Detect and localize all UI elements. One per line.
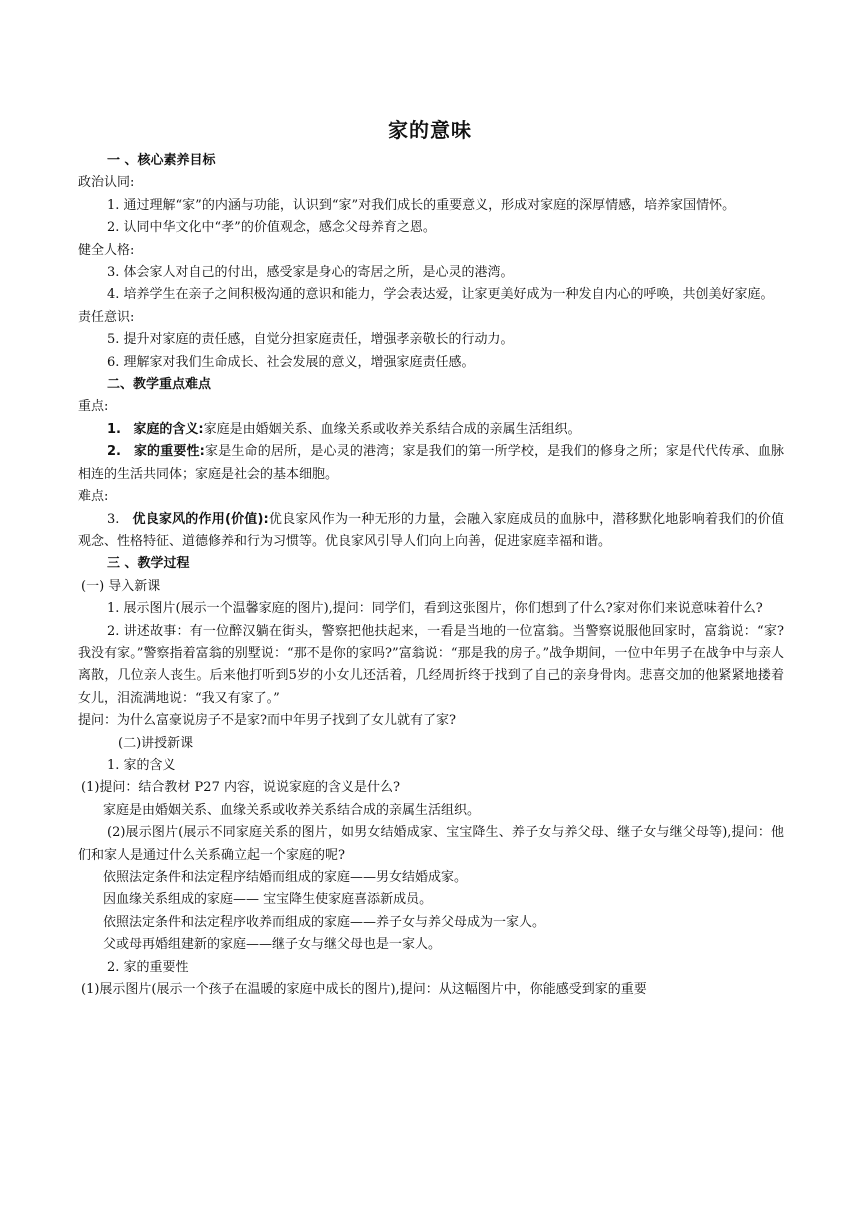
intro-step-1: 1. 展示图片(展示一个温馨家庭的图片),提问：同学们，看到这张图片，你们想到了什么?家对你们来说意味着什么? <box>107 601 763 617</box>
difficulty-point-3-num: 3. <box>107 511 120 527</box>
key-point-1-term: 家庭的含义: <box>133 421 204 437</box>
key-points-label: 重点: <box>78 399 109 415</box>
section-heading-3: 三 、教学过程 <box>107 556 190 572</box>
goal-item-4: 4. 培养学生在亲子之间积极沟通的意识和能力，学会表达爱，让家更美好成为一种发自内心的呼唤，共创美好家庭。 <box>107 287 774 303</box>
lesson-topic-1: 1. 家的含义 <box>107 757 176 773</box>
lesson-answer-2c: 依照法定条件和法定程序收养而组成的家庭——养子女与养父母成为一家人。 <box>103 914 546 930</box>
intro-question: 提问：为什么富豪说房子不是家?而中年男子找到了女儿就有了家? <box>78 713 456 729</box>
section-heading-2: 二、教学重点难点 <box>107 377 212 393</box>
lesson-answer-1: 家庭是由婚姻关系、血缘关系或收养关系结合成的亲属生活组织。 <box>103 802 481 818</box>
responsibility-label: 责任意识: <box>78 309 135 325</box>
difficulty-point-3-term: 优良家风的作用(价值): <box>132 511 269 527</box>
personality-label: 健全人格: <box>78 242 135 258</box>
document-body <box>78 150 784 1001</box>
lesson-answer-2a: 依照法定条件和法定程序结婚而组成的家庭——男女结婚成家。 <box>103 870 468 885</box>
key-point-1-text: 家庭是由婚姻关系、血缘关系或收养关系结合成的亲属生活组织。 <box>203 421 581 437</box>
goal-item-3: 3. 体会家人对自己的付出，感受家是身心的寄居之所，是心灵的港湾。 <box>107 265 514 281</box>
key-point-1-num: 1. <box>107 421 121 437</box>
key-point-2-text: 家是生命的居所，是心灵的港湾；家是我们的第一所学校，是我们的修身之所；家是代代传承、血脉相连的生活共同体；家庭是社会的基本细胞。 <box>78 444 784 482</box>
lesson-answer-2d: 父或母再婚组建新的家庭——继子女与继父母也是一家人。 <box>103 937 442 953</box>
difficulty-point-3 <box>78 509 784 554</box>
difficulty-point-3-text: 优良家风作为一种无形的力量，会融入家庭成员的血脉中，潜移默化地影响着我们的价值观念、性格特征、道德修养和行为习惯等。优良家风引导人们向上向善，促进家庭幸福和谐。 <box>78 511 784 549</box>
difficulty-label: 难点: <box>78 489 109 505</box>
lesson-question-3: (1)展示图片(展示一个孩子在温暖的家庭中成长的图片),提问：从这幅图片中，你能感受到家的重要 <box>81 982 647 998</box>
lesson-answer-2b: 因血缘关系组成的家庭—— 宝宝降生使家庭喜添新成员。 <box>103 892 433 908</box>
key-point-1 <box>78 419 784 441</box>
goal-item-5: 5. 提升对家庭的责任感，自觉分担家庭责任，增强孝亲敬长的行动力。 <box>107 332 514 348</box>
document-title: 家的意味 <box>388 118 472 142</box>
part-1-title: (一) 导入新课 <box>81 578 161 594</box>
political-label: 政治认同: <box>78 175 135 191</box>
goal-item-2: 2. 认同中华文化中“孝”的价值观念，感念父母养育之恩。 <box>107 220 436 236</box>
lesson-question-2: (2)展示图片(展示不同家庭关系的图片，如男女结婚成家、宝宝降生、养子女与养父母、继子女与继父母等),提问：他们和家人是通过什么关系确立起一个家庭的呢? <box>78 825 784 863</box>
key-point-2 <box>78 441 784 486</box>
intro-step-2: 2. 讲述故事：有一位醉汉躺在街头，警察把他扶起来，一看是当地的一位富翁。当警察说服他回家时，富翁说：“家?我没有家。”警察指着富翁的别墅说：“那不是你的家吗?”富翁说：“那是我的房子。”战争期间，一位中年男子在战争中与亲人离散，几位亲人丧生。后来他打听到5岁的小女儿还活着，几经周折终于找到了自己的亲身骨肉。悲喜交加的他紧紧地搂着女儿，泪流满地说：“我又有家了。” <box>78 623 784 706</box>
goal-item-6: 6. 理解家对我们生命成长、社会发展的意义，增强家庭责任感。 <box>107 354 475 370</box>
part-2-title: (二)讲授新课 <box>118 735 194 751</box>
key-point-2-term: 家的重要性: <box>133 444 205 460</box>
lesson-question-1: (1)提问：结合教材 P27 内容，说说家庭的含义是什么? <box>81 780 400 796</box>
lesson-topic-2: 2. 家的重要性 <box>107 959 189 975</box>
section-heading-1: 一 、核心素养目标 <box>107 153 216 168</box>
goal-item-1: 1. 通过理解“家”的内涵与功能，认识到“家”对我们成长的重要意义，形成对家庭的深厚情感，培养家国情怀。 <box>107 197 736 213</box>
key-point-2-num: 2. <box>107 444 121 460</box>
